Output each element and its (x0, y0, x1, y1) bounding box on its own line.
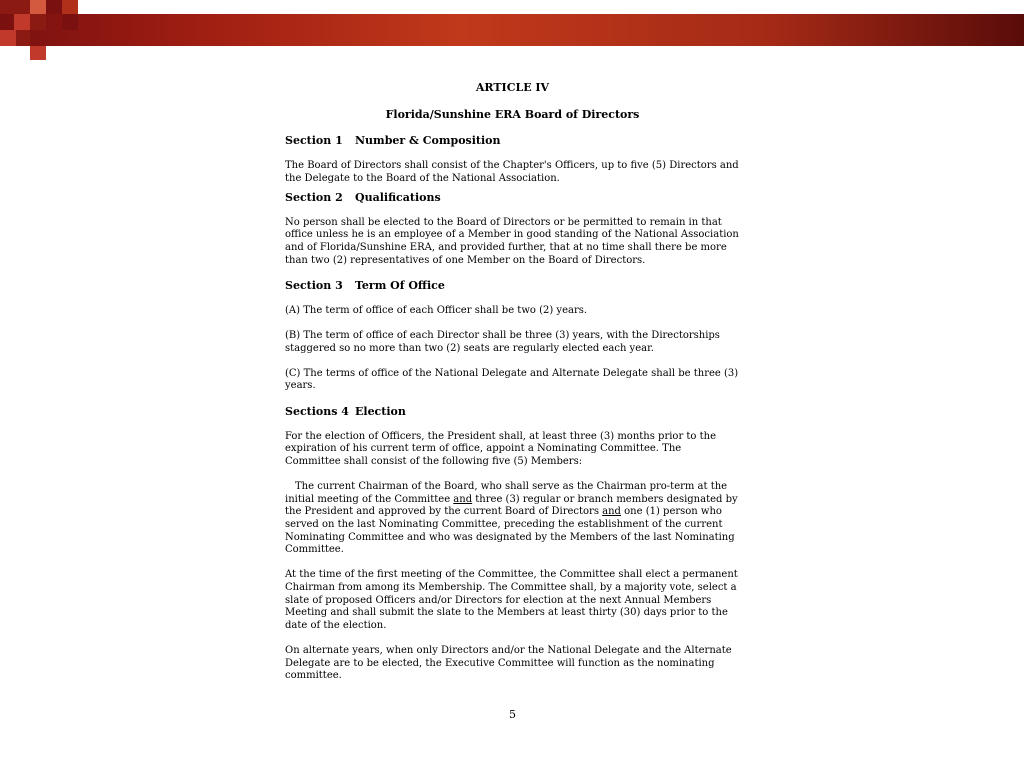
term-item: (B) The term of office of each Director shall be three (3) years, with the Directorships staggered so no more than two (2) seats are regularly elected each year. (285, 330, 720, 354)
article-title: Florida/Sunshine ERA Board of Directors (385, 107, 640, 121)
decor-square (30, 46, 46, 60)
term-item: (A) The term of office of each Officer shall be two (2) years. (285, 304, 588, 316)
section-text: On alternate years, when only Directors and/or the National Delegate and the Alternate Delegate are to be elected, the Executive Committee will function as the nominating committee. (285, 644, 732, 682)
section-text: The current Chairman of the Board, who shall serve as the Chairman pro-term at the initial meeting of the Committee and three (3) regular or branch members designated by the President and approved by the current Board of Directors and one (1) person who served on the last Nominating Committee, preceding the establishment of the current Nominating Committee and who was designated by the Members of the last Nominating Committee. (285, 481, 738, 556)
section-heading: Section 2 Qualifications (285, 190, 441, 204)
section-heading: Section 3 Term Of Office (285, 278, 445, 292)
section-text: At the time of the first meeting of the Committee, the Committee shall elect a permanent Chairman from among its Membership. The Committee shall, by a majority vote, select a slate of proposed Officers and/or Directors for election at the next Annual Members Meeting and shall submit the slate to the Members at least thirty (30) days prior to the date of the election. (285, 569, 738, 631)
section-heading: Section 1 Number & Composition (285, 134, 501, 148)
decor-square (0, 0, 30, 14)
page-number: 5 (509, 708, 516, 721)
decor-square (30, 14, 46, 30)
decor-square (14, 14, 30, 30)
section-text: The Board of Directors shall consist of the Chapter's Officers, up to five (5) Directors and the Delegate to the Board of the National Association. (285, 160, 739, 184)
section-text: For the election of Officers, the President shall, at least three (3) months prior to the expiration of his current term of office, appoint a Nominating Committee. The Committee shall consist of the following five (5) Members: (285, 430, 716, 468)
decor-square (62, 0, 78, 14)
decor-square (30, 0, 46, 14)
section-text: No person shall be elected to the Board of Directors or be permitted to remain in that office unless he is an employee of a Member in good standing of the National Association and of Florida/Sunshine ERA, and provided further, that at no time shall there be more than two (2) representatives of one Member on the Board of Directors. (285, 216, 739, 266)
decor-square (16, 30, 30, 46)
header-band (0, 14, 1024, 46)
article-heading: ARTICLE IV (475, 81, 550, 94)
document-body (285, 82, 740, 683)
decor-square (62, 14, 78, 30)
decor-square (0, 30, 16, 46)
term-item: (C) The terms of office of the National Delegate and Alternate Delegate shall be three (3) years. (285, 367, 739, 392)
decor-square (46, 0, 62, 14)
section-heading: Sections 4 Election (285, 404, 406, 418)
